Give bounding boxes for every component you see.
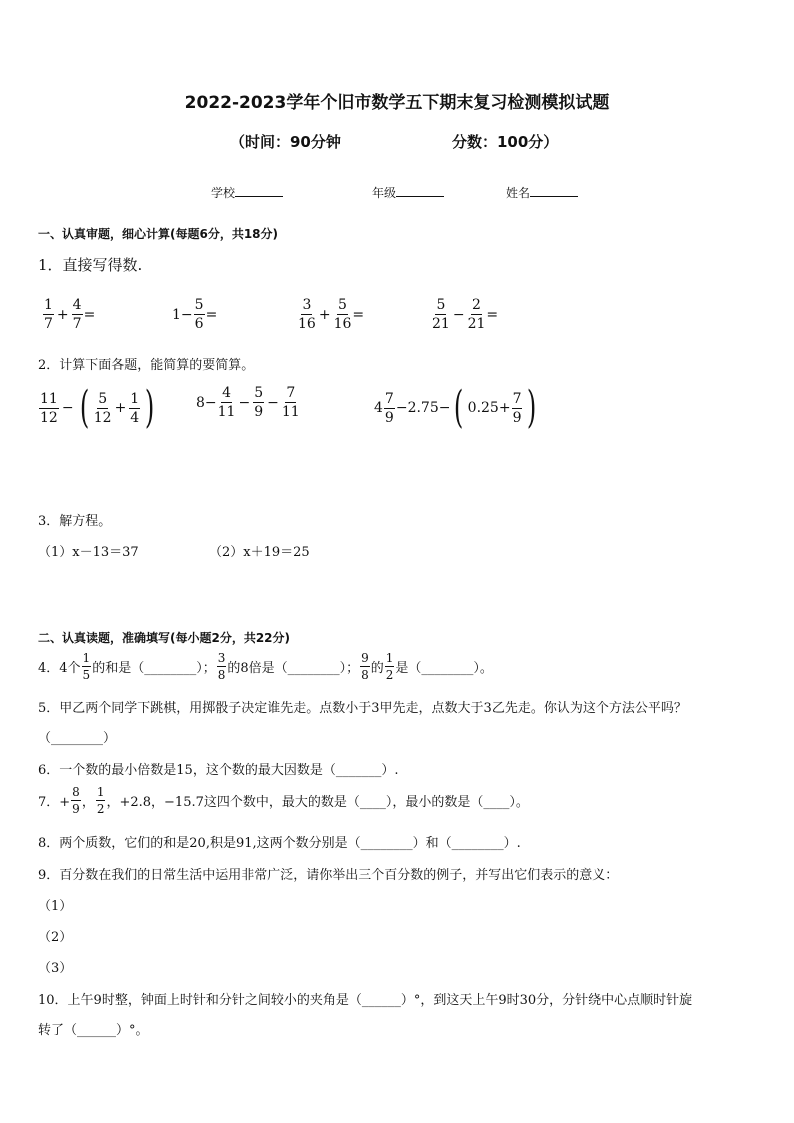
fraction-denominator: 9	[512, 409, 522, 426]
text-segment: ，	[81, 795, 95, 810]
fraction-denominator: 21	[432, 316, 450, 332]
fraction-denominator: 11	[217, 404, 236, 420]
q4	[38, 652, 493, 681]
school-blank[interactable]	[235, 184, 283, 197]
text-segment: 4	[374, 400, 383, 416]
text-segment: −2.75−	[395, 400, 451, 416]
operator: −	[61, 400, 74, 416]
fraction-numerator: 1	[82, 651, 91, 665]
fraction-denominator: 16	[333, 316, 352, 332]
text-segment: 是（________）。	[395, 661, 493, 676]
fraction-numerator: 1	[130, 390, 140, 407]
fraction-numerator: 2	[472, 297, 481, 313]
fraction	[512, 392, 523, 425]
fraction-numerator: 5	[254, 385, 264, 401]
fraction	[360, 652, 370, 681]
fraction-numerator: 9	[361, 651, 369, 665]
fraction-denominator: 12	[40, 409, 58, 426]
fraction-numerator: 4	[222, 385, 232, 401]
operator: −	[267, 394, 279, 411]
fraction-denominator: 9	[254, 404, 264, 420]
grade-field	[372, 184, 444, 201]
q10-line-2: 转了（______）°。	[38, 1023, 149, 1038]
fraction-denominator: 9	[384, 409, 394, 426]
text-segment: =	[486, 306, 499, 323]
fraction	[298, 298, 316, 331]
fraction-numerator: 3	[217, 651, 226, 665]
fraction-denominator: 9	[72, 802, 80, 816]
fraction-denominator: 2	[385, 668, 394, 682]
text-segment: ，+2.8，−15.7这四个数中，最大的数是（____），最小的数是（____）。	[106, 795, 529, 810]
fraction-numerator: 1	[96, 785, 105, 799]
text-segment: =	[205, 306, 218, 323]
q9-example-2: （2）	[38, 930, 73, 945]
q6: 6．一个数的最小倍数是15，这个数的最大因数是（_______）.	[38, 763, 399, 778]
text-segment: =	[352, 306, 365, 323]
fraction-denominator: 4	[130, 409, 140, 426]
fraction-denominator: 16	[298, 316, 316, 332]
fraction-numerator: 1	[44, 297, 53, 313]
fraction-denominator: 5	[82, 668, 91, 682]
school-field	[211, 184, 283, 201]
fraction	[129, 392, 140, 425]
fraction	[282, 386, 300, 419]
q9-label: 9．百分数在我们的日常生活中运用非常广泛，请你举出三个百分数的例子，并写出它们表示的意义：	[38, 868, 619, 883]
fraction-numerator: 1	[385, 651, 394, 665]
fraction-numerator: 7	[512, 390, 522, 407]
fraction-numerator: 5	[338, 297, 347, 313]
fraction	[468, 298, 486, 331]
score-label: 分数：100分）	[452, 133, 559, 151]
fraction-denominator: 7	[72, 316, 82, 332]
fraction-numerator: 7	[286, 385, 296, 401]
q1-item-1	[42, 298, 95, 331]
q1-item-2	[172, 298, 217, 331]
text-segment: 4．4个	[38, 661, 81, 676]
school-label: 学校	[211, 186, 236, 200]
fraction-numerator: 7	[384, 390, 394, 407]
q1-item-4	[431, 298, 498, 331]
fraction	[384, 392, 395, 425]
section-2-heading: 二、认真读题，准确填写(每小题2分，共22分)	[38, 631, 291, 645]
q2-expr-3	[374, 382, 541, 433]
q3-equation-2: （2）x＋19＝25	[209, 545, 310, 560]
fraction-denominator: 7	[44, 316, 53, 332]
time-label: （时间：90分钟	[230, 133, 341, 151]
q1-item-3	[297, 298, 364, 331]
fraction	[385, 652, 395, 681]
q9-example-1: （1）	[38, 899, 73, 914]
grade-blank[interactable]	[396, 184, 444, 197]
fraction-denominator: 12	[93, 409, 112, 426]
q9-example-3: （3）	[38, 961, 73, 976]
name-blank[interactable]	[530, 184, 578, 197]
fraction	[218, 386, 236, 419]
parenthesis: )	[145, 382, 155, 433]
fraction	[39, 392, 59, 425]
fraction	[94, 392, 112, 425]
text-segment: 的8倍是（________）；	[227, 661, 360, 676]
fraction-numerator: 8	[72, 785, 80, 799]
parenthesis: (	[79, 382, 89, 433]
fraction	[43, 298, 54, 331]
text-segment: 的	[370, 661, 384, 676]
fraction	[253, 386, 264, 419]
q1-label: 1．直接写得数.	[38, 256, 143, 274]
fraction-numerator: 4	[72, 297, 82, 313]
q3-equation-1: （1）x－13＝37	[38, 545, 139, 560]
fraction-denominator: 8	[361, 668, 369, 682]
fraction-numerator: 11	[40, 390, 58, 407]
q2-expr-2	[196, 386, 301, 419]
exam-title: 2022-2023学年个旧市数学五下期末复习检测模拟试题	[184, 93, 610, 113]
fraction	[217, 652, 227, 681]
q7	[38, 786, 529, 815]
fraction	[432, 298, 450, 331]
q10-line-1: 10．上午9时整，钟面上时针和分针之间较小的夹角是（______）°，到这天上午9时30分，分针绕中心点顺时针旋	[38, 993, 693, 1008]
text-segment: 的和是（________）；	[92, 661, 216, 676]
q2-label: 2．计算下面各题，能简算的要简算。	[38, 358, 255, 373]
fraction	[72, 298, 83, 331]
grade-label: 年级	[372, 186, 397, 200]
operator: +	[56, 306, 69, 323]
fraction-denominator: 2	[96, 802, 105, 816]
q5-line-1: 5．甲乙两个同学下跳棋，用掷骰子决定谁先走。点数小于3甲先走，点数大于3乙先走。你认为这个方法公平吗？	[38, 701, 687, 716]
q5-answer-blank[interactable]: （________）	[38, 731, 117, 746]
fraction-denominator: 21	[467, 316, 486, 332]
text-segment: 1−	[172, 306, 193, 323]
operator: −	[238, 394, 251, 411]
operator: −	[452, 306, 465, 323]
fraction-numerator: 3	[302, 297, 312, 313]
parenthesis: (	[454, 382, 464, 433]
fraction	[71, 786, 81, 815]
fraction-numerator: 5	[436, 297, 446, 313]
operator: +	[114, 400, 127, 416]
fraction-denominator: 8	[217, 668, 226, 682]
operator: +	[318, 306, 331, 323]
fraction	[96, 786, 106, 815]
parenthesis: )	[527, 382, 537, 433]
text-segment: =	[83, 306, 96, 323]
text-segment: 7．+	[38, 795, 71, 810]
section-1-heading: 一、认真审题，细心计算(每题6分，共18分)	[38, 227, 279, 241]
q2-expr-1	[38, 382, 158, 433]
q8: 8．两个质数，它们的和是20,积是91,这两个数分别是（________）和（________）.	[38, 836, 521, 851]
fraction	[194, 298, 205, 331]
text-segment: 0.25+	[467, 400, 511, 416]
fraction-denominator: 6	[194, 316, 204, 332]
fraction-numerator: 5	[194, 297, 204, 313]
name-field	[506, 184, 578, 201]
q3-label: 3．解方程。	[38, 514, 112, 529]
name-label: 姓名	[506, 186, 531, 200]
fraction	[82, 652, 92, 681]
fraction-numerator: 5	[98, 390, 108, 407]
text-segment: 8−	[196, 394, 217, 411]
fraction	[334, 298, 352, 331]
fraction-denominator: 11	[281, 404, 300, 420]
